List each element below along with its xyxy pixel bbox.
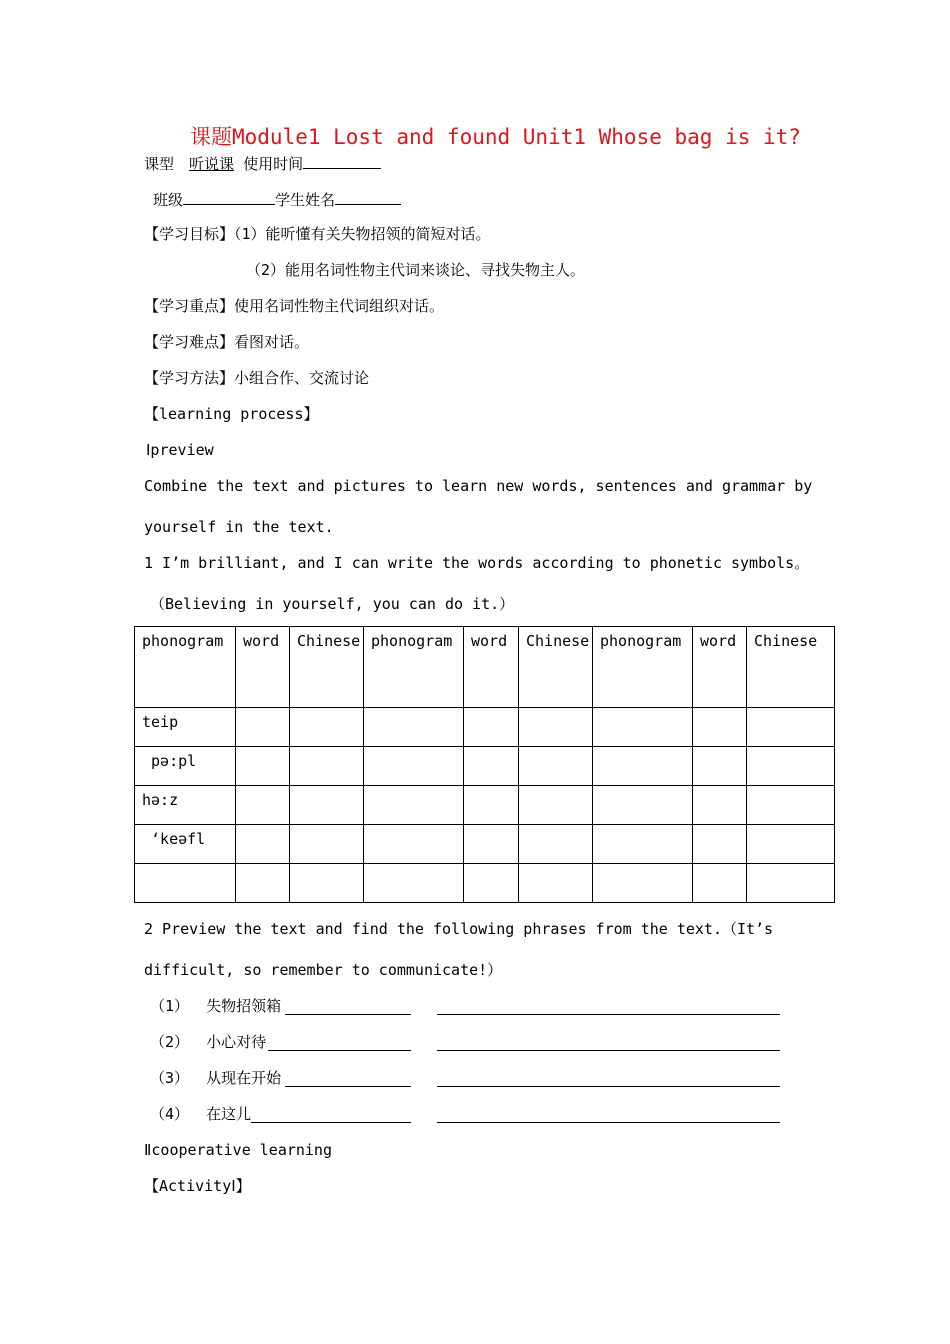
header-phonogram: phonogram	[135, 627, 236, 708]
method-text: 小组合作、交流讨论	[234, 369, 370, 387]
phrase-blank-sentence[interactable]	[437, 1085, 780, 1087]
header-word: word	[464, 627, 519, 708]
header-chinese: Chinese	[519, 627, 593, 708]
phrase-text: 失物招领箱	[206, 997, 282, 1015]
answer-cell[interactable]	[236, 825, 290, 864]
answer-cell[interactable]	[364, 825, 464, 864]
key-point-label: 【学习重点】	[144, 297, 235, 315]
difficulty-row	[144, 332, 309, 352]
method-row	[144, 368, 369, 388]
header-chinese: Chinese	[747, 627, 835, 708]
phrase-blank-english[interactable]	[285, 1013, 411, 1015]
phrase-blank-english[interactable]	[251, 1121, 411, 1123]
table-row	[135, 708, 835, 747]
answer-cell[interactable]	[290, 786, 364, 825]
phrase-item-4	[150, 1104, 251, 1124]
phrase-blank-sentence[interactable]	[437, 1121, 780, 1123]
table-row	[135, 747, 835, 786]
answer-cell[interactable]	[593, 786, 693, 825]
answer-cell[interactable]	[747, 786, 835, 825]
task1-line-2: （Believing in yourself, you can do it.）	[150, 595, 515, 613]
table-row	[135, 786, 835, 825]
answer-cell[interactable]	[693, 708, 747, 747]
answer-cell[interactable]	[593, 825, 693, 864]
answer-cell[interactable]	[464, 747, 519, 786]
goals-row	[144, 224, 491, 244]
phonogram-cell: pə:pl	[135, 747, 236, 786]
answer-cell[interactable]	[747, 747, 835, 786]
phrase-text: 小心对待	[206, 1033, 267, 1051]
answer-cell[interactable]	[464, 864, 519, 903]
process-heading: 【learning process】	[144, 405, 319, 423]
answer-cell[interactable]	[693, 825, 747, 864]
goal-item-2: （2）能用名词性物主代词来谈论、寻找失物主人。	[246, 261, 586, 279]
table-row	[135, 825, 835, 864]
answer-cell[interactable]	[236, 708, 290, 747]
phrase-blank-english[interactable]	[268, 1049, 411, 1051]
answer-cell[interactable]	[290, 747, 364, 786]
task2-line-2: difficult, so remember to communicate!）	[144, 961, 503, 979]
answer-cell[interactable]	[464, 786, 519, 825]
header-phonogram: phonogram	[593, 627, 693, 708]
goal-item-1: （1）能听懂有关失物招领的简短对话。	[234, 225, 491, 243]
preview-intro-1: Combine the text and pictures to learn new words, sentences and grammar by	[144, 477, 813, 495]
task2-line-1: 2 Preview the text and find the following phrases from the text.（It’s	[144, 920, 774, 938]
answer-cell[interactable]	[693, 786, 747, 825]
table-row	[135, 864, 835, 903]
page-title: 课题Module1 Lost and found Unit1 Whose bag is it?	[190, 125, 801, 149]
phonetic-table	[134, 626, 835, 903]
class-label: 班级	[153, 191, 184, 209]
student-label: 学生姓名	[275, 191, 336, 209]
phrase-item-2	[150, 1032, 266, 1052]
answer-cell[interactable]	[519, 825, 593, 864]
phrase-text: 在这儿	[206, 1105, 252, 1123]
phrase-item-1	[150, 996, 281, 1016]
answer-cell[interactable]	[364, 864, 464, 903]
answer-cell[interactable]	[464, 825, 519, 864]
phrase-blank-english[interactable]	[285, 1085, 411, 1087]
answer-cell[interactable]	[236, 747, 290, 786]
header-phonogram: phonogram	[364, 627, 464, 708]
header-word: word	[693, 627, 747, 708]
phonogram-cell: teip	[135, 708, 236, 747]
class-row	[153, 188, 401, 210]
goals-label: 【学习目标】	[144, 225, 235, 243]
activity-heading: 【ActivityⅠ】	[144, 1177, 251, 1195]
class-blank[interactable]	[183, 188, 275, 205]
answer-cell[interactable]	[364, 786, 464, 825]
phrase-number: （4）	[150, 1105, 190, 1123]
answer-cell[interactable]	[290, 708, 364, 747]
cooperative-heading: Ⅱcooperative learning	[144, 1141, 332, 1159]
phrase-blank-sentence[interactable]	[437, 1049, 780, 1051]
answer-cell[interactable]	[519, 786, 593, 825]
phonogram-cell: ‘keəfl	[135, 825, 236, 864]
answer-cell[interactable]	[464, 708, 519, 747]
answer-cell[interactable]	[236, 786, 290, 825]
phonogram-cell[interactable]	[135, 864, 236, 903]
phrase-number: （2）	[150, 1033, 190, 1051]
phrase-number: （3）	[150, 1069, 190, 1087]
header-word: word	[236, 627, 290, 708]
key-point-text: 使用名词性物主代词组织对话。	[234, 297, 445, 315]
answer-cell[interactable]	[236, 864, 290, 903]
table-header-row	[135, 627, 835, 708]
method-label: 【学习方法】	[144, 369, 235, 387]
answer-cell[interactable]	[747, 864, 835, 903]
answer-cell[interactable]	[519, 864, 593, 903]
answer-cell[interactable]	[693, 747, 747, 786]
answer-cell[interactable]	[519, 708, 593, 747]
header-chinese: Chinese	[290, 627, 364, 708]
student-blank[interactable]	[335, 188, 401, 205]
phonogram-cell: hə:z	[135, 786, 236, 825]
answer-cell[interactable]	[364, 708, 464, 747]
answer-cell[interactable]	[593, 864, 693, 903]
answer-cell[interactable]	[290, 864, 364, 903]
answer-cell[interactable]	[747, 825, 835, 864]
course-type-row	[144, 152, 381, 174]
answer-cell[interactable]	[290, 825, 364, 864]
course-type-label: 课型	[144, 155, 175, 173]
phrase-text: 从现在开始	[206, 1069, 282, 1087]
answer-cell[interactable]	[593, 747, 693, 786]
answer-cell[interactable]	[364, 747, 464, 786]
key-point-row	[144, 296, 444, 316]
course-type-value: 听说课	[189, 155, 235, 173]
difficulty-text: 看图对话。	[234, 333, 310, 351]
difficulty-label: 【学习难点】	[144, 333, 235, 351]
answer-cell[interactable]	[593, 708, 693, 747]
answer-cell[interactable]	[747, 708, 835, 747]
task1-line-1: 1 I’m brilliant, and I can write the words according to phonetic symbols。	[144, 554, 810, 572]
phrase-item-3	[150, 1068, 281, 1088]
time-blank[interactable]	[303, 152, 381, 169]
time-label: 使用时间	[243, 155, 304, 173]
preview-intro-2: yourself in the text.	[144, 518, 334, 536]
answer-cell[interactable]	[693, 864, 747, 903]
phrase-number: （1）	[150, 997, 190, 1015]
answer-cell[interactable]	[519, 747, 593, 786]
phrase-blank-sentence[interactable]	[437, 1013, 780, 1015]
preview-heading: Ⅰpreview	[146, 441, 214, 459]
